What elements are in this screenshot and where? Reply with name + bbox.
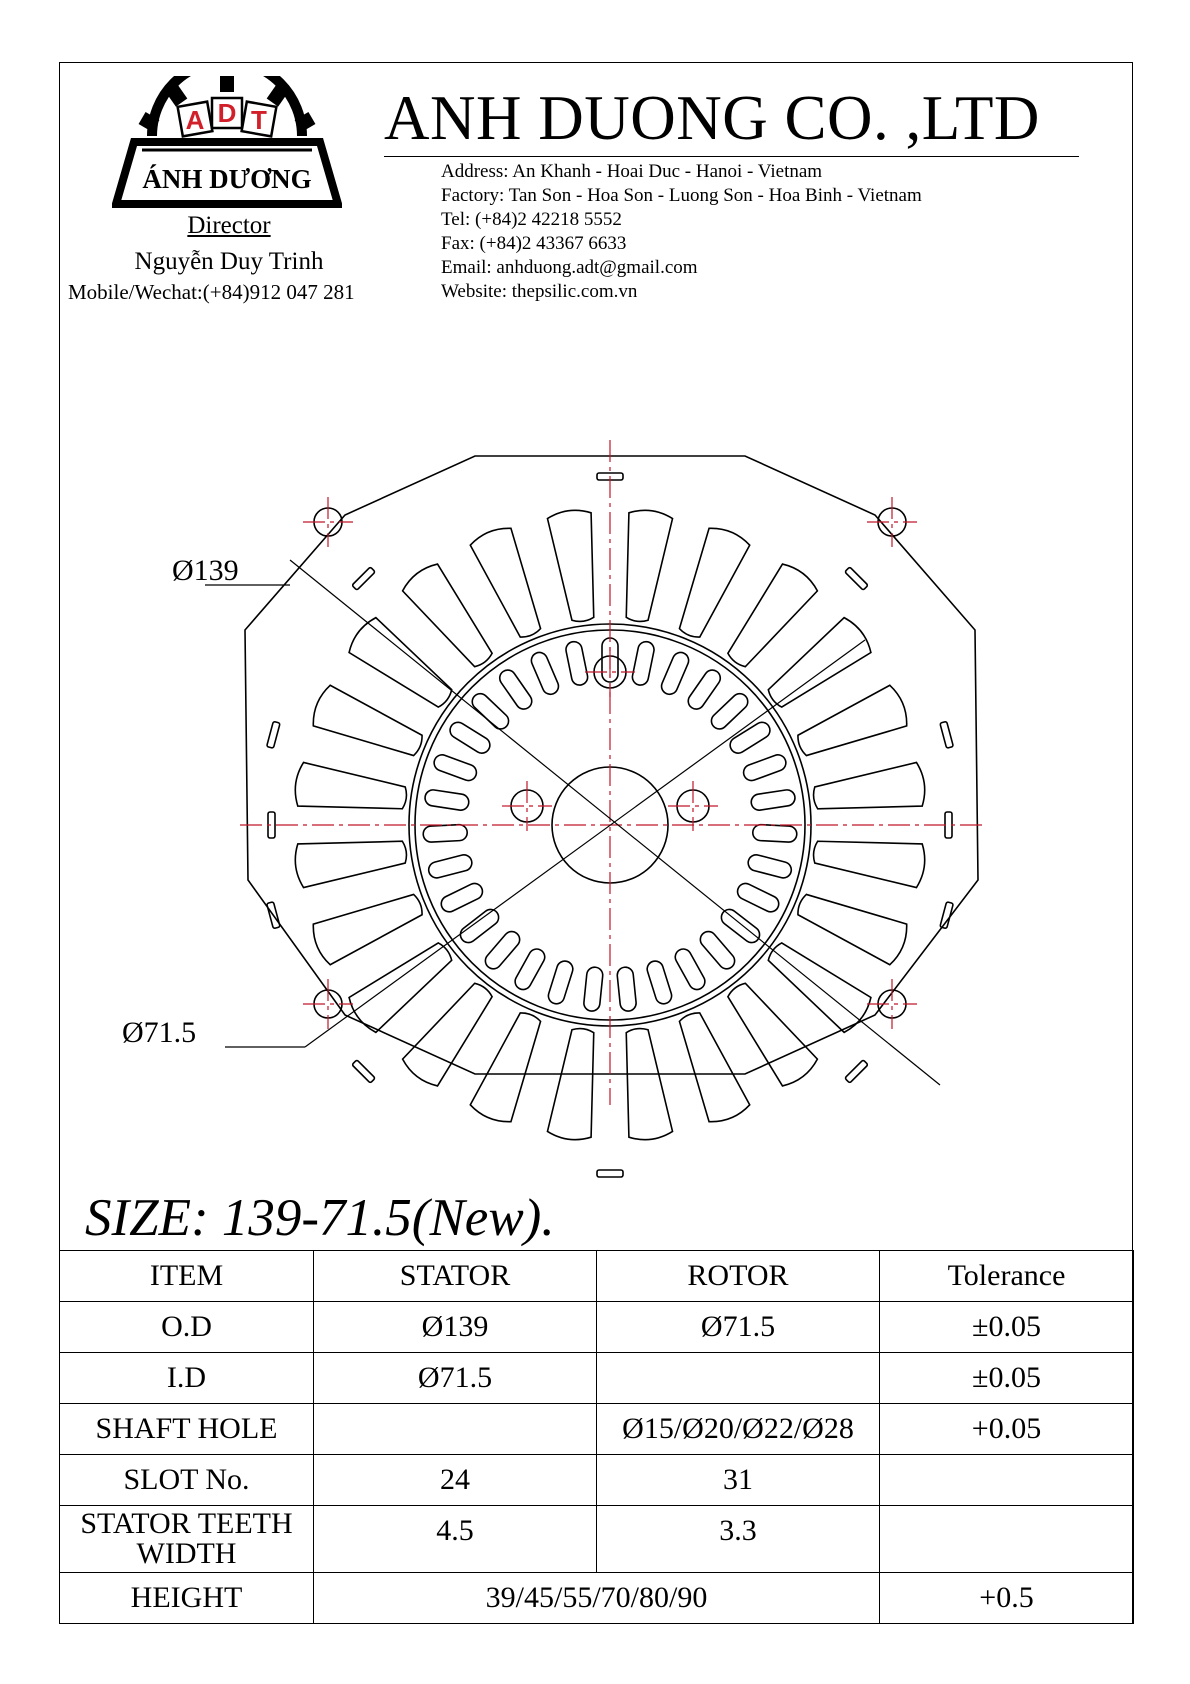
rotor-slot [447,719,493,756]
rotor-slot-shape [469,690,512,732]
contact-fax: Fax: (+84)2 43367 6633 [441,233,627,254]
rotor-slot-shape [439,881,486,915]
company-underline [384,156,1079,157]
cell-item: STATOR TEETH WIDTH [60,1506,314,1573]
contact-tel: Tel: (+84)2 42218 5552 [441,209,622,230]
outer-diameter-label: Ø139 [172,554,239,587]
outer-slot [845,567,868,590]
rotor-slot [741,753,788,783]
contact-factory: Factory: Tan Son - Hoa Son - Luong Son - Hoa Binh - Vietnam [441,185,922,206]
rotor-slot [697,928,738,972]
rotor-slot-shape [718,906,763,946]
cell-rotor: Ø71.5 [597,1302,880,1353]
cell-item: I.D [60,1353,314,1404]
rotor-slot-shape [685,667,723,712]
rotor-slot-shape [631,640,656,686]
cell-rotor: 3.3 [597,1506,880,1573]
rotor-slot-shape [741,753,788,783]
stator-slot [811,830,927,888]
outer-slot-shape [352,1060,375,1083]
contact-address: Address: An Khanh - Hoai Duc - Hanoi - Vietnam [441,161,823,182]
outer-slot-shape [845,567,868,590]
rotor-slot-shape [727,719,773,756]
outer-slot-shape [940,721,953,748]
lamination-drawing [100,440,1100,1210]
rotor-slot [469,690,512,732]
stator-slot [293,830,409,888]
outer-slot-shape [845,1060,868,1083]
stator-slot-shape [468,1006,551,1126]
rotor-slot [439,881,486,915]
stator-slot [309,683,429,766]
table-header-row [60,1251,1134,1302]
rotor-slot [672,946,707,992]
rotor-slot-shape [427,853,474,880]
stator-slot-shape [293,762,409,820]
stator-slot [293,762,409,820]
rotor-slot [546,959,574,1006]
outer-slot-shape [352,567,375,590]
stator-slot-shape [811,762,927,820]
header-stator: STATOR [314,1251,597,1302]
rotor-slot-shape [735,881,782,915]
rotor-slot-shape [565,640,590,686]
cell-rotor [597,1353,880,1404]
rotor-slot [457,906,502,946]
rotor-slot [497,667,535,712]
logo-letter-d: D [217,98,237,128]
rotor-slot-shape [645,959,673,1006]
company-name: ANH DUONG CO. ,LTD [384,83,1040,153]
header-item: ITEM [60,1251,314,1302]
size-title: SIZE: 139-71.5(New). [85,1189,555,1247]
cell-stator: Ø139 [314,1302,597,1353]
table-row [60,1404,1134,1455]
cell-item: SHAFT HOLE [60,1404,314,1455]
rotor-slot [727,719,773,756]
stator-slot [615,1026,673,1142]
rotor-slot-shape [424,789,470,811]
stator-outline [245,456,978,1074]
rotor-slot [708,690,751,732]
stator-slot-shape [811,830,927,888]
rotor-slot [583,966,603,1011]
rotor-slot [659,650,691,697]
rotor-slot-shape [617,966,637,1011]
rotor-slot [617,966,637,1011]
outer-slot [940,721,953,748]
outer-slot [845,1060,868,1083]
stator-slot [547,508,605,624]
stator-slot-shape [615,508,673,624]
cell-tolerance: ±0.05 [880,1353,1134,1404]
contact-website: Website: thepsilic.com.vn [441,281,638,302]
cell-tolerance: ±0.05 [880,1302,1134,1353]
rotor-slot-shape [512,946,547,992]
stator-slot [668,524,751,644]
table-row [60,1573,1134,1624]
cell-tolerance: +0.05 [880,1404,1134,1455]
rotor-slot-shape [529,650,561,697]
rotor-slot [631,640,656,686]
rotor-slot [529,650,561,697]
stator-slot-shape [615,1026,673,1142]
outer-slot [597,1170,623,1177]
header-rotor: ROTOR [597,1251,880,1302]
rotor-slot [427,853,474,880]
stator-slot [615,508,673,624]
rotor-slot-shape [659,650,691,697]
rotor-slot-shape [432,753,479,783]
stator-slot [791,683,911,766]
inner-diameter-label: Ø71.5 [122,1016,197,1049]
rotor-slot-shape [697,928,738,972]
rotor-slot [645,959,673,1006]
rotor-slot-shape [752,824,797,842]
rotor-slot-shape [750,789,796,811]
cell-tolerance: +0.5 [880,1573,1134,1624]
stator-slot-shape [668,1006,751,1126]
rotor-slot [752,824,797,842]
rotor-slot [512,946,547,992]
stator-slot [468,1006,551,1126]
outer-slot-shape [267,721,280,748]
stator-slot-shape [547,1026,605,1142]
director-title: Director [187,212,271,239]
rotor-slot-shape [746,853,793,880]
rotor-slot [718,906,763,946]
contact-block [441,160,1081,304]
cell-height-values: 39/45/55/70/80/90 [314,1573,880,1624]
stator-slot [547,1026,605,1142]
table-row [60,1353,1134,1404]
stator-slot-shape [309,883,429,966]
cell-stator: 24 [314,1455,597,1506]
cell-rotor: 31 [597,1455,880,1506]
rotor-slot-shape [708,690,751,732]
company-logo [112,76,342,211]
logo-name: ÁNH DƯƠNG [142,164,312,194]
rotor-slot [482,928,523,972]
cell-tolerance [880,1455,1134,1506]
cell-item: SLOT No. [60,1455,314,1506]
stator-slot-shape [468,524,551,644]
stator-slot-shape [293,830,409,888]
rotor-slot-shape [423,824,468,842]
cell-stator [314,1404,597,1455]
rotor-slot-shape [447,719,493,756]
stator-slot [668,1006,751,1126]
rotor-slot [735,881,782,915]
rotor-slot [750,789,796,811]
cell-rotor: Ø15/Ø20/Ø22/Ø28 [597,1404,880,1455]
cell-item: HEIGHT [60,1573,314,1624]
rotor-slot [424,789,470,811]
rotor-slot-shape [497,667,535,712]
contact-email: Email: anhduong.adt@gmail.com [441,257,698,278]
logo-letter-a: A [185,105,205,135]
stator-slot-shape [668,524,751,644]
rotor-slot-shape [546,959,574,1006]
rotor-slot [565,640,590,686]
outer-slot-shape [597,1170,623,1177]
cell-stator: Ø71.5 [314,1353,597,1404]
outer-slot-shape [945,812,952,838]
outer-slot [945,812,952,838]
rotor-slot-shape [583,966,603,1011]
header-tolerance: Tolerance [880,1251,1134,1302]
stator-slot-shape [309,683,429,766]
stator-slot-shape [547,508,605,624]
spec-table [59,1250,1134,1624]
rotor-slot [746,853,793,880]
cell-stator: 4.5 [314,1506,597,1573]
cell-tolerance [880,1506,1134,1573]
table-row [60,1455,1134,1506]
rotor-slot [423,824,468,842]
stator-slot [791,883,911,966]
outer-slot [352,1060,375,1083]
logo-letter-t: T [251,105,267,135]
cell-item: O.D [60,1302,314,1353]
table-row [60,1506,1134,1573]
stator-slot [468,524,551,644]
outer-slot [352,567,375,590]
stator-slot-shape [791,883,911,966]
director-mobile: Mobile/Wechat:(+84)912 047 281 [68,280,355,304]
director-name: Nguyễn Duy Trinh [134,248,324,275]
rotor-slot-shape [482,928,523,972]
dimension-lines [205,560,940,1085]
rotor-slot-shape [457,906,502,946]
table-row [60,1302,1134,1353]
outer-slot [267,721,280,748]
stator-slot [811,762,927,820]
rotor-slot [685,667,723,712]
rotor-slot [432,753,479,783]
stator-slot-shape [791,683,911,766]
rotor-slot-shape [672,946,707,992]
stator-slot [309,883,429,966]
